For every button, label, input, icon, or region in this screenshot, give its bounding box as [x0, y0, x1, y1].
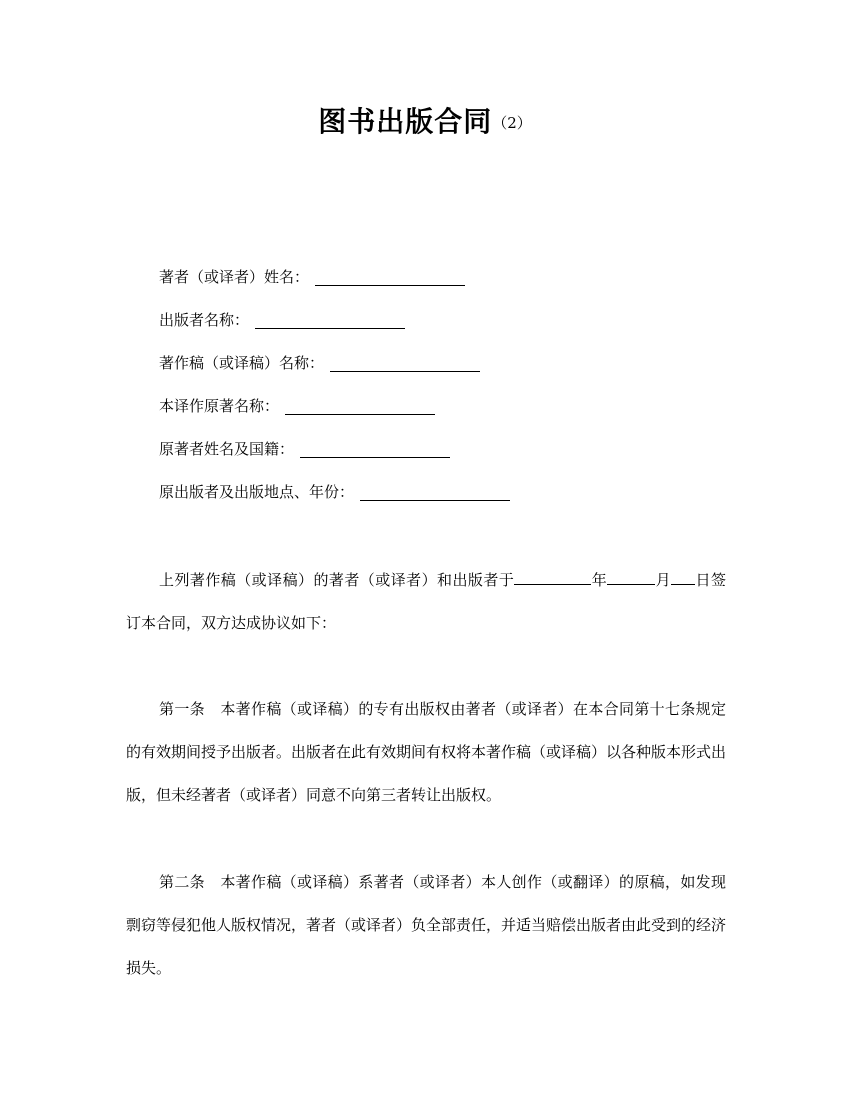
- field-blank[interactable]: [285, 394, 435, 415]
- field-author-name: [159, 262, 739, 305]
- month-label: 月: [655, 571, 672, 589]
- contract-fields: [159, 262, 739, 520]
- field-original-publisher: [159, 477, 739, 520]
- field-manuscript-name: [159, 348, 739, 391]
- field-blank[interactable]: [255, 308, 405, 329]
- field-label: 著者（或译者）姓名：: [159, 268, 310, 286]
- year-label: 年: [591, 571, 608, 589]
- field-blank[interactable]: [360, 480, 510, 501]
- field-label: 原出版者及出版地点、年份：: [159, 483, 355, 501]
- month-blank[interactable]: [607, 566, 655, 585]
- field-label: 本译作原著名称：: [159, 397, 280, 415]
- field-label: 出版者名称：: [159, 311, 250, 329]
- title-main: 图书出版合同: [318, 105, 493, 138]
- field-publisher-name: [159, 305, 739, 348]
- field-blank[interactable]: [300, 437, 450, 458]
- field-original-work-name: [159, 391, 739, 434]
- field-label: 著作稿（或译稿）名称：: [159, 354, 325, 372]
- article-2: 第二条 本著作稿（或译稿）系著者（或译者）本人创作（或翻译）的原稿，如发现剽窃等侵犯他人版权情况，著者（或译者）负全部责任，并适当赔偿出版者由此受到的经济损失。: [126, 873, 727, 977]
- field-blank[interactable]: [315, 265, 465, 286]
- field-blank[interactable]: [330, 351, 480, 372]
- intro-paragraph: [126, 559, 726, 645]
- field-label: 原著者姓名及国籍：: [159, 440, 295, 458]
- document-title: [0, 100, 850, 148]
- field-original-author: [159, 434, 739, 477]
- title-sub: （2）: [492, 114, 532, 132]
- intro-text-1: 上列著作稿（或译稿）的著者（或译者）和出版者于: [159, 571, 515, 589]
- day-blank[interactable]: [671, 566, 695, 585]
- article-1: 第一条 本著作稿（或译稿）的专有出版权由著者（或译者）在本合同第十七条规定的有效期间授予出版者。出版者在此有效期间有权将本著作稿（或译稿）以各种版本形式出版，但未经著者（或译者）同意不向第三者转让出版权。: [126, 700, 727, 804]
- year-blank[interactable]: [514, 566, 591, 585]
- intro-text-2: 日签订本合同，双方达成协议如下：: [126, 571, 726, 632]
